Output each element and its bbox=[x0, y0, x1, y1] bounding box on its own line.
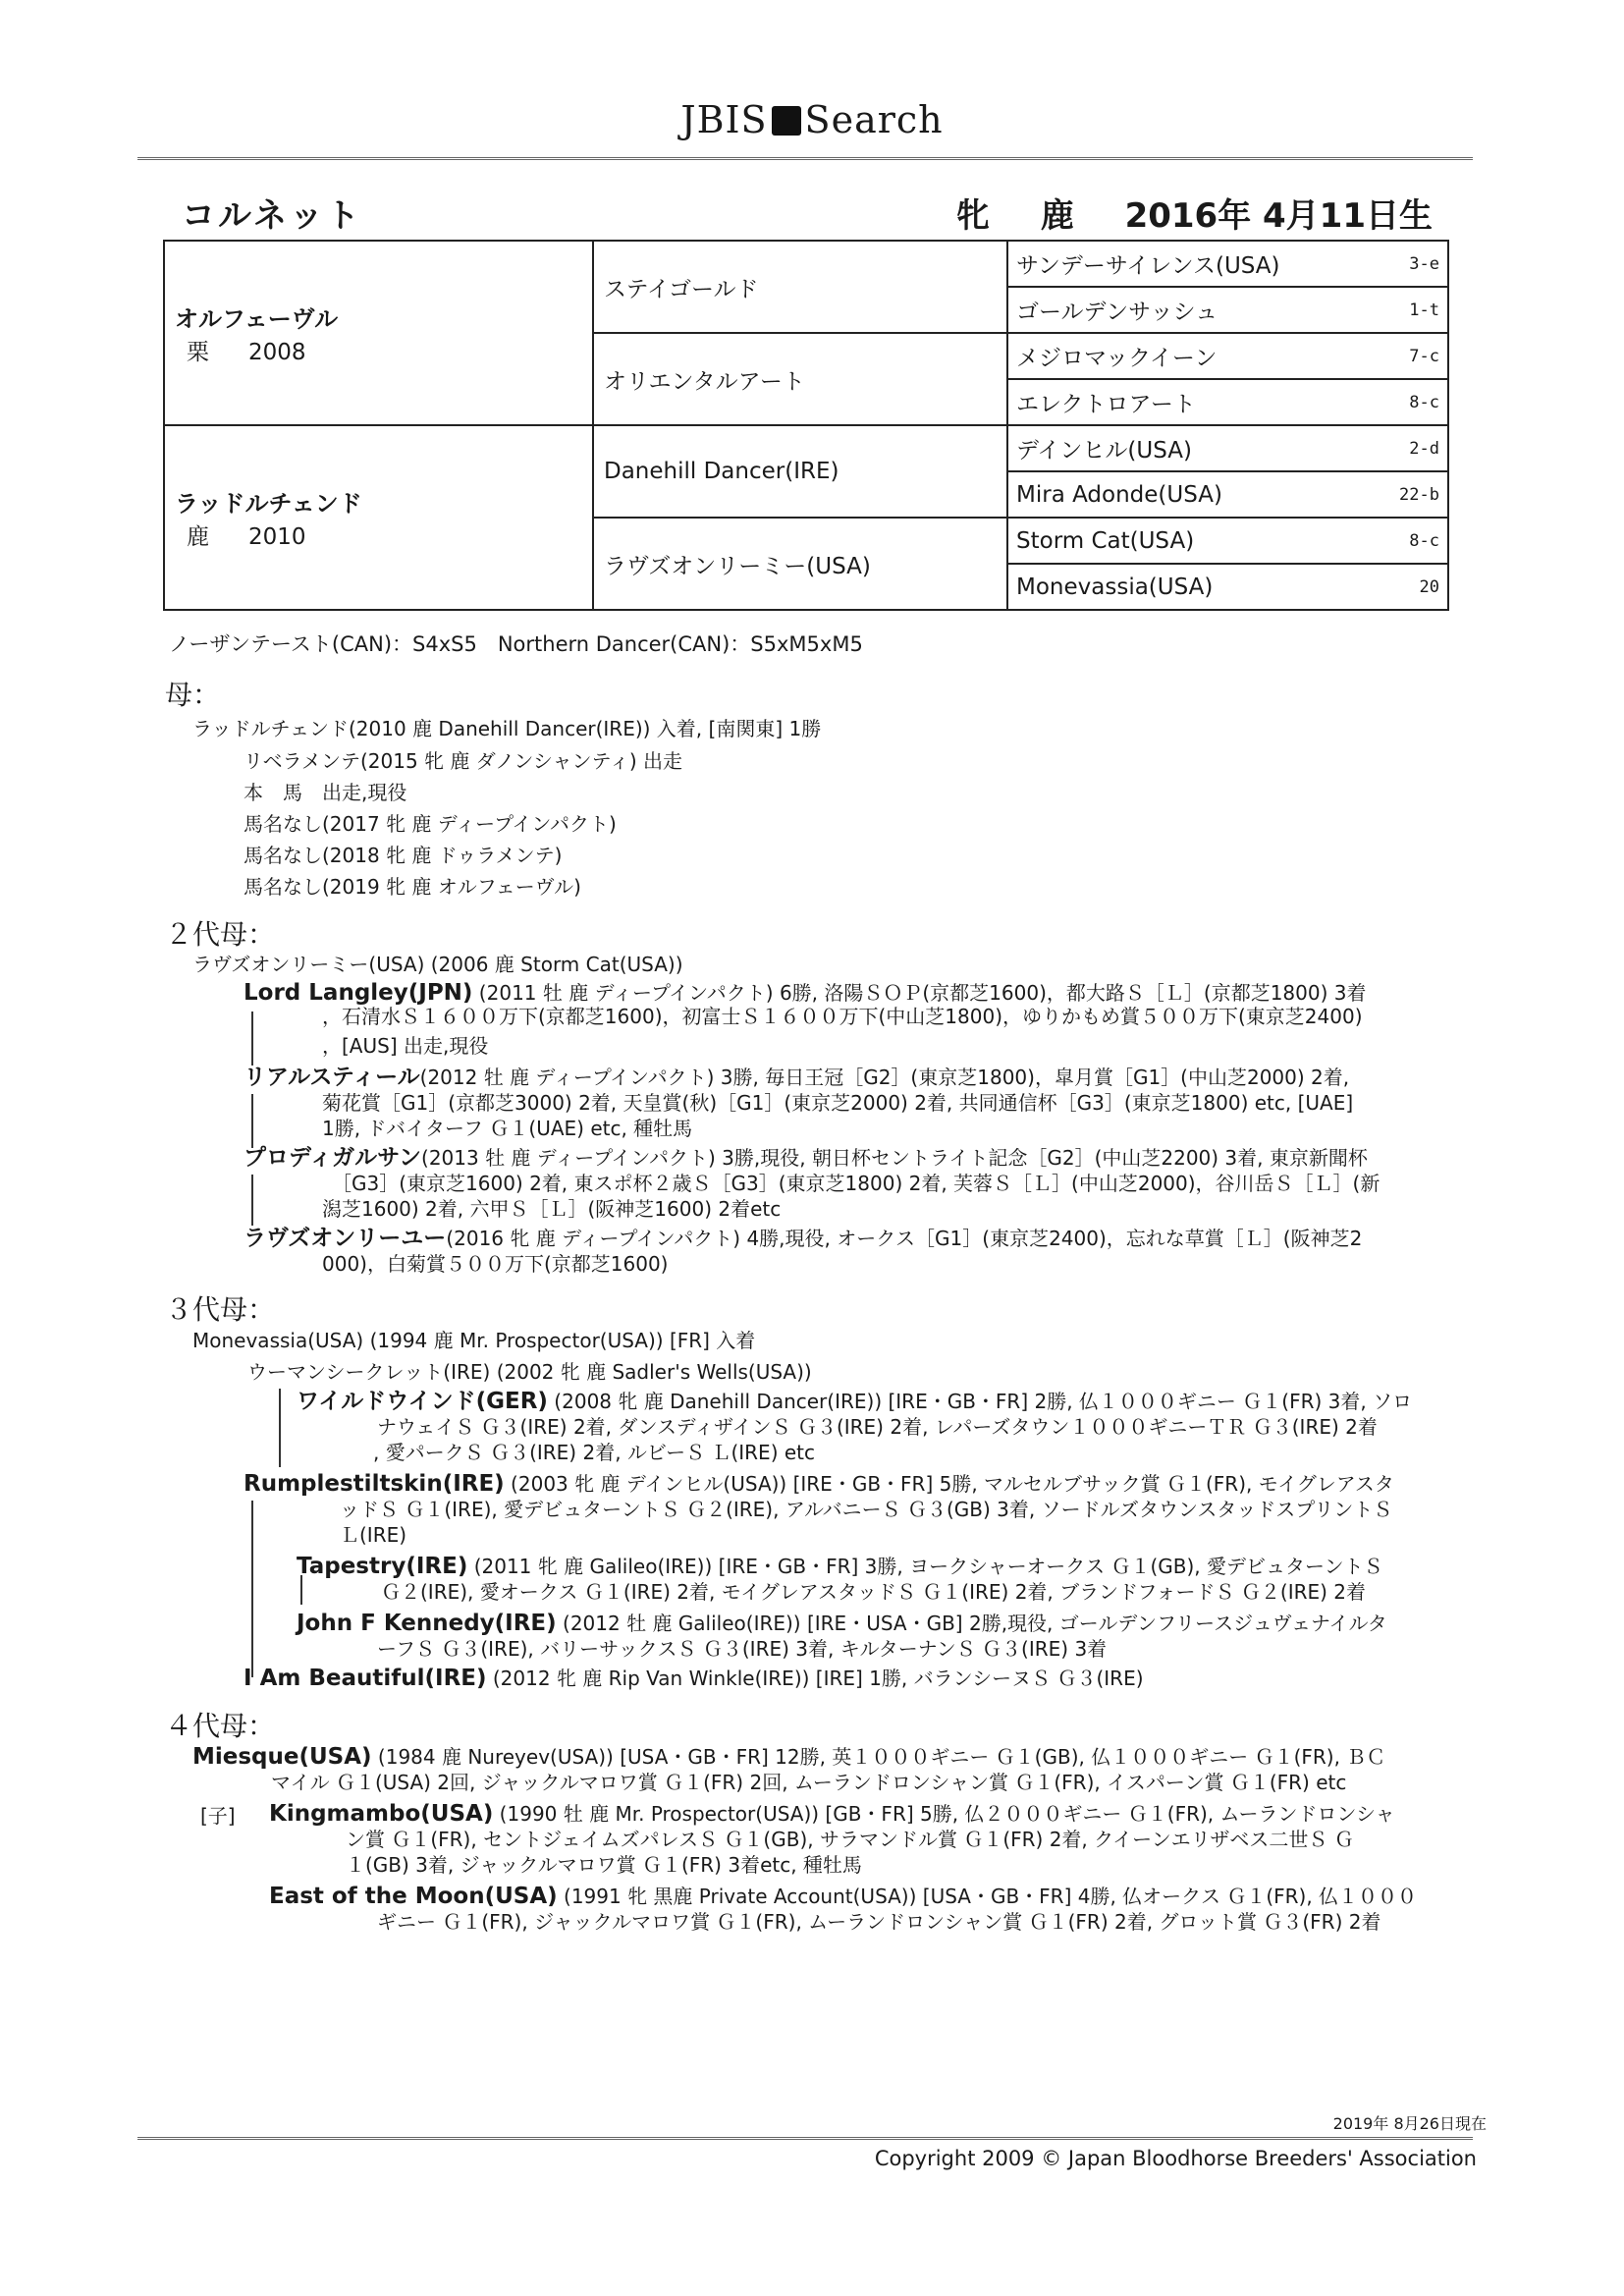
offspring-name: ラヴズオンリーユー bbox=[244, 1226, 447, 1251]
pedigree-table bbox=[163, 240, 1449, 611]
lineage-bar bbox=[251, 1501, 253, 1677]
family-code: 3-e bbox=[1409, 253, 1439, 274]
family-code: 8-c bbox=[1409, 530, 1439, 551]
offspring-detail: (2008 牝 鹿 Danehill Dancer(IRE)) [IRE・GB・FR] 2勝, 仏１０００ギニー Ｇ１(FR) 3着, ソロ bbox=[547, 1390, 1413, 1413]
offspring-name: Lord Langley(JPN) bbox=[244, 980, 473, 1006]
offspring-detail: (2003 牝 鹿 デインヒル(USA)) [IRE・GB・FR] 5勝, マルセルブサック賞 Ｇ１(FR), モイグレアスタ bbox=[504, 1472, 1394, 1496]
ggp-name: サンデーサイレンス(USA) bbox=[1016, 253, 1280, 279]
family-line: ラッドルチェンド(2010 鹿 Danehill Dancer(IRE)) 入着, [南関東] 1勝 bbox=[192, 717, 822, 740]
pedigree-ggp-2 bbox=[1008, 288, 1447, 332]
family-line: ，[AUS] 出走,現役 bbox=[322, 1034, 489, 1058]
pedigree-gp-4: ラヴズオンリーミー(USA) bbox=[593, 518, 1007, 610]
horse-meta bbox=[917, 189, 1433, 237]
family-line: リベラメンテ(2015 牝 鹿 ダノンシャンティ) 出走 bbox=[244, 749, 683, 773]
family-line: 1勝, ドバイターフ Ｇ１(UAE) etc, 種牡馬 bbox=[322, 1117, 693, 1140]
offspring-name: Tapestry(IRE) bbox=[297, 1554, 468, 1579]
section-dam2: ２代母： bbox=[165, 918, 276, 951]
offspring-name: ワイルドウインド(GER) bbox=[297, 1389, 548, 1414]
offspring-detail: (2011 牝 鹿 Galileo(IRE)) [IRE・GB・FR] 3勝, ヨークシャーオークス Ｇ１(GB), 愛デビュターントＳ bbox=[467, 1555, 1383, 1578]
family-line: ウーマンシークレット(IRE) (2002 牝 鹿 Sadler's Wells(USA)) bbox=[247, 1360, 812, 1384]
offspring-name: Rumplestiltskin(IRE) bbox=[244, 1471, 505, 1497]
family-line: ナウェイＳ Ｇ３(IRE) 2着, ダンスディザインＳ Ｇ３(IRE) 2着, レパーズタウン１０００ギニーＴＲ Ｇ３(IRE) 2着 bbox=[377, 1415, 1378, 1439]
family-line: 馬名なし(2017 牝 鹿 ディープインパクト) bbox=[244, 812, 617, 836]
dam-color: 鹿 bbox=[187, 524, 209, 550]
footer-divider bbox=[137, 2137, 1473, 2140]
family-line: 000)，白菊賞５００万下(京都芝1600) bbox=[322, 1252, 669, 1276]
family-line: ［G3］(東京芝1600) 2着, 東スポ杯２歳Ｓ［G3］(東京芝1800) 2着, 芙蓉Ｓ［Ｌ］(中山芝2000)，谷川岳Ｓ［Ｌ］(新 bbox=[332, 1172, 1380, 1195]
horse-name: コルネット bbox=[182, 196, 362, 236]
as-of-date: 2019年 8月26日現在 bbox=[1332, 2114, 1487, 2133]
offspring-detail: (1990 牡 鹿 Mr. Prospector(USA)) [GB・FR] 5勝, 仏２０００ギニー Ｇ１(FR), ムーランドロンシャ bbox=[493, 1802, 1395, 1826]
ggp-name: Storm Cat(USA) bbox=[1016, 527, 1195, 554]
sire-color: 栗 bbox=[187, 340, 209, 365]
pedigree-ggp-cell-1 bbox=[1007, 241, 1448, 287]
family-line: ギニー Ｇ１(FR), ジャックルマロワ賞 Ｇ１(FR), ムーランドロンシャン賞 Ｇ１(FR) 2着, グロット賞 Ｇ３(FR) 2着 bbox=[377, 1910, 1381, 1934]
lineage-bar bbox=[251, 1011, 253, 1066]
ggp-name: Monevassia(USA) bbox=[1016, 574, 1214, 600]
offspring-detail: (2012 牡 鹿 ディープインパクト) 3勝, 毎日王冠［G2］(東京芝1800)，皐月賞［G1］(中山芝2000) 2着, bbox=[419, 1066, 1350, 1089]
horse-logo-icon bbox=[772, 106, 801, 136]
family-code: 7-c bbox=[1409, 346, 1439, 366]
family-line: Ｌ(IRE) bbox=[340, 1523, 407, 1547]
section-dam3: ３代母： bbox=[165, 1293, 276, 1326]
ggp-name: ゴールデンサッシュ bbox=[1016, 300, 1218, 325]
family-line: 馬名なし(2019 牝 鹿 オルフェーヴル) bbox=[244, 875, 581, 899]
offspring-name: プロディガルサン bbox=[244, 1145, 422, 1171]
family-line: ッドＳ Ｇ１(IRE), 愛デビュターントＳ Ｇ２(IRE), アルバニーＳ Ｇ３(GB) 3着, ソードルズタウンスタッドスプリントＳ bbox=[340, 1498, 1393, 1521]
family-line: [子] bbox=[200, 1804, 236, 1828]
header-divider bbox=[137, 157, 1473, 160]
family-line: 潟芝1600) 2着, 六甲Ｓ［Ｌ］(阪神芝1600) 2着etc bbox=[322, 1197, 782, 1221]
pedigree-ggp-cell-3 bbox=[1007, 333, 1448, 379]
family-code: 8-c bbox=[1409, 392, 1439, 412]
family-code: 20 bbox=[1419, 576, 1439, 597]
dam-detail bbox=[175, 519, 582, 551]
pedigree-ggp-4 bbox=[1008, 380, 1447, 424]
family-line: ン賞 Ｇ１(FR), セントジェイムズパレスＳ Ｇ１(GB), サラマンドル賞 Ｇ１(FR) 2着, クイーンエリザベス二世Ｓ Ｇ bbox=[346, 1828, 1354, 1851]
sire-name: オルフェーヴル bbox=[175, 305, 339, 333]
offspring-detail: (1991 牝 黒鹿 Private Account(USA)) [USA・GB・FR] 4勝, 仏オークス Ｇ１(FR), 仏１０００ bbox=[557, 1885, 1418, 1908]
pedigree-ggp-8 bbox=[1008, 565, 1447, 609]
ggp-name: エレクトロアート bbox=[1016, 392, 1196, 417]
horse-color: 鹿 bbox=[1040, 196, 1074, 236]
pedigree-ggp-cell-5 bbox=[1007, 425, 1448, 471]
pedigree-sire bbox=[164, 241, 593, 425]
offspring-detail: (1984 鹿 Nureyev(USA)) [USA・GB・FR] 12勝, 英１０００ギニー Ｇ１(GB), 仏１０００ギニー Ｇ１(FR), ＢＣ bbox=[371, 1745, 1386, 1769]
offspring-detail: (2012 牝 鹿 Rip Van Winkle(IRE)) [IRE] 1勝, バランシーヌＳ Ｇ３(IRE) bbox=[486, 1667, 1144, 1690]
family-code: 2-d bbox=[1409, 438, 1439, 459]
jbis-search-logo bbox=[0, 98, 1624, 141]
pedigree-dam bbox=[164, 425, 593, 610]
pedigree-gp-2: オリエンタルアート bbox=[593, 333, 1007, 425]
section-dam1: 母： bbox=[165, 679, 221, 711]
copyright: Copyright 2009 © Japan Bloodhorse Breeders' Association bbox=[874, 2147, 1477, 2170]
family-line: , 愛パークＳ Ｇ３(IRE) 2着, ルビーＳ Ｌ(IRE) etc bbox=[373, 1441, 816, 1464]
horse-sex: 牝 bbox=[955, 196, 990, 236]
family-line bbox=[244, 1664, 1144, 1693]
family-line: １(GB) 3着, ジャックルマロワ賞 Ｇ１(FR) 3着etc, 種牡馬 bbox=[346, 1853, 862, 1877]
inbreeding-note: ノーザンテースト(CAN)：S4xS5 Northern Dancer(CAN)：S5xM5xM5 bbox=[169, 632, 863, 656]
pedigree-gp-1: ステイゴールド bbox=[593, 241, 1007, 333]
pedigree-ggp-cell-2 bbox=[1007, 287, 1448, 333]
section-dam4: ４代母： bbox=[165, 1710, 276, 1742]
offspring-detail: (2012 牡 鹿 Galileo(IRE)) [IRE・USA・GB] 2勝,現役, ゴールデンフリースジュヴェナイルタ bbox=[556, 1612, 1387, 1635]
pedigree-ggp-cell-4 bbox=[1007, 379, 1448, 425]
lineage-bar bbox=[251, 1094, 253, 1148]
pedigree-ggp-cell-6 bbox=[1007, 471, 1448, 518]
family-line: マイル Ｇ１(USA) 2回, ジャックルマロワ賞 Ｇ１(FR) 2回, ムーランドロンシャン賞 Ｇ１(FR), イスパーン賞 Ｇ１(FR) etc bbox=[271, 1771, 1347, 1794]
logo-text-right: Search bbox=[804, 98, 944, 141]
offspring-name: John F Kennedy(IRE) bbox=[297, 1611, 557, 1636]
horse-birth: 2016年 4月11日生 bbox=[1124, 196, 1433, 236]
dam-name: ラッドルチェンド bbox=[175, 490, 362, 518]
dam-year: 2010 bbox=[248, 524, 306, 550]
pedigree-gp-3: Danehill Dancer(IRE) bbox=[593, 425, 1007, 518]
offspring-name: Kingmambo(USA) bbox=[269, 1801, 494, 1827]
family-code: 1-t bbox=[1409, 300, 1439, 320]
offspring-name: East of the Moon(USA) bbox=[269, 1884, 558, 1909]
family-line: 菊花賞［G1］(京都芝3000) 2着, 天皇賞(秋)［G1］(東京芝2000) 2着, 共同通信杯［G3］(東京芝1800) etc, [UAE] bbox=[322, 1091, 1354, 1115]
pedigree-ggp-6 bbox=[1008, 472, 1447, 517]
pedigree-ggp-cell-7 bbox=[1007, 518, 1448, 564]
pedigree-ggp-1 bbox=[1008, 242, 1447, 286]
family-line: ，石清水Ｓ１６００万下(京都芝1600)，初富士Ｓ１６００万下(中山芝1800)，ゆりかもめ賞５００万下(東京芝2400) bbox=[322, 1005, 1363, 1028]
pedigree-ggp-5 bbox=[1008, 426, 1447, 470]
sire-detail bbox=[175, 334, 582, 366]
pedigree-ggp-7 bbox=[1008, 519, 1447, 563]
family-line: ラヴズオンリーミー(USA) (2006 鹿 Storm Cat(USA)) bbox=[192, 953, 683, 976]
offspring-detail: (2011 牡 鹿 ディープインパクト) 6勝, 洛陽ＳＯＰ(京都芝1600)，都大路Ｓ［Ｌ］(京都芝1800) 3着 bbox=[472, 981, 1367, 1005]
offspring-name: I Am Beautiful(IRE) bbox=[244, 1666, 487, 1691]
family-line: 馬名なし(2018 牝 鹿 ドゥラメンテ) bbox=[244, 844, 563, 867]
family-line: 本 馬 出走,現役 bbox=[244, 781, 407, 804]
offspring-name: リアルスティール bbox=[244, 1065, 420, 1090]
ggp-name: メジロマックイーン bbox=[1016, 346, 1218, 371]
logo-text-left: JBIS bbox=[680, 98, 768, 141]
lineage-bar bbox=[279, 1389, 281, 1467]
family-line: Ｇ２(IRE), 愛オークス Ｇ１(IRE) 2着, モイグレアスタッドＳ Ｇ１(IRE) 2着, ブランドフォードＳ Ｇ２(IRE) 2着 bbox=[381, 1580, 1367, 1604]
offspring-name: Miesque(USA) bbox=[192, 1744, 372, 1770]
offspring-detail: (2016 牝 鹿 ディープインパクト) 4勝,現役, オークス［G1］(東京芝2400)，忘れな草賞［Ｌ］(阪神芝2 bbox=[446, 1227, 1363, 1250]
pedigree-ggp-cell-8 bbox=[1007, 564, 1448, 610]
lineage-bar bbox=[251, 1175, 253, 1226]
family-line: ーフＳ Ｇ３(IRE), バリーサックスＳ Ｇ３(IRE) 3着, キルターナンＳ Ｇ３(IRE) 3着 bbox=[377, 1637, 1108, 1661]
family-line: Monevassia(USA) (1994 鹿 Mr. Prospector(USA)) [FR] 入着 bbox=[192, 1329, 756, 1352]
ggp-name: デインヒル(USA) bbox=[1016, 438, 1192, 464]
offspring-detail: (2013 牡 鹿 ディープインパクト) 3勝,現役, 朝日杯セントライト記念［G2］(中山芝2200) 3着, 東京新聞杯 bbox=[421, 1146, 1368, 1170]
ggp-name: Mira Adonde(USA) bbox=[1016, 481, 1222, 508]
pedigree-ggp-3 bbox=[1008, 334, 1447, 378]
sire-year: 2008 bbox=[248, 340, 306, 365]
family-code: 22-b bbox=[1399, 484, 1439, 505]
